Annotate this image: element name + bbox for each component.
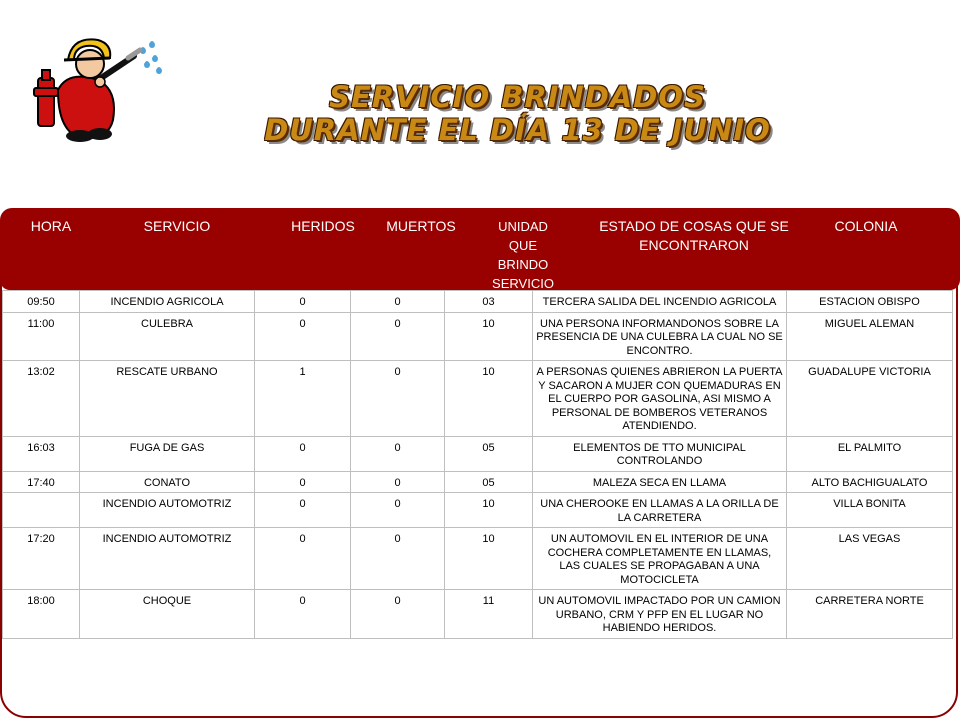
cell-servicio: RESCATE URBANO xyxy=(80,361,255,437)
cell-estado: UNA PERSONA INFORMANDONOS SOBRE LA PRESENCIA DE UNA CULEBRA LA CUAL NO SE ENCONTRO. xyxy=(533,312,787,361)
cell-hora: 17:40 xyxy=(3,471,80,493)
table-row xyxy=(3,493,953,528)
cell-heridos: 0 xyxy=(255,436,351,471)
cell-colonia: ALTO BACHIGUALATO xyxy=(787,471,953,493)
table-row xyxy=(3,528,953,590)
cell-hora: 13:02 xyxy=(3,361,80,437)
cell-unidad: 05 xyxy=(445,471,533,493)
cell-estado: ELEMENTOS DE TTO MUNICIPAL CONTROLANDO xyxy=(533,436,787,471)
cell-estado: TERCERA SALIDA DEL INCENDIO AGRICOLA xyxy=(533,291,787,313)
cell-heridos: 0 xyxy=(255,590,351,639)
cell-heridos: 0 xyxy=(255,528,351,590)
header-servicio: SERVICIO xyxy=(143,218,211,234)
cell-heridos: 1 xyxy=(255,361,351,437)
cell-muertos: 0 xyxy=(351,528,445,590)
table-row xyxy=(3,436,953,471)
cell-colonia: MIGUEL ALEMAN xyxy=(787,312,953,361)
cell-servicio: CONATO xyxy=(80,471,255,493)
cell-servicio: CULEBRA xyxy=(80,312,255,361)
cell-muertos: 0 xyxy=(351,471,445,493)
cell-muertos: 0 xyxy=(351,291,445,313)
header-unidad-line-3: BRINDO xyxy=(497,257,549,272)
cell-hora xyxy=(3,493,80,528)
cell-estado: UN AUTOMOVIL IMPACTADO POR UN CAMION URBANO, CRM Y PFP EN EL LUGAR NO HABIENDO HERIDOS. xyxy=(533,590,787,639)
cell-estado: UN AUTOMOVIL EN EL INTERIOR DE UNA COCHERA COMPLETAMENTE EN LLAMAS, LAS CUALES SE PROPAGABAN A UNA MOTOCICLETA xyxy=(533,528,787,590)
cell-servicio: INCENDIO AUTOMOTRIZ xyxy=(80,493,255,528)
cell-heridos: 0 xyxy=(255,312,351,361)
cell-colonia: CARRETERA NORTE xyxy=(787,590,953,639)
table-row xyxy=(3,590,953,639)
cell-estado: A PERSONAS QUIENES ABRIERON LA PUERTA Y SACARON A MUJER CON QUEMADURAS EN EL CUERPO POR GASOLINA, ASI MISMO A PERSONAL DE BOMBEROS VETERANOS ATENDIENDO. xyxy=(533,361,787,437)
cell-servicio: INCENDIO AUTOMOTRIZ xyxy=(80,528,255,590)
header-estado-line-2: ENCONTRARON xyxy=(639,237,749,253)
header-unidad-line-1: UNIDAD xyxy=(498,219,548,234)
cell-colonia: GUADALUPE VICTORIA xyxy=(787,361,953,437)
services-table xyxy=(2,290,953,639)
cell-hora: 18:00 xyxy=(3,590,80,639)
header-estado xyxy=(578,217,810,255)
cell-hora: 17:20 xyxy=(3,528,80,590)
cell-muertos: 0 xyxy=(351,361,445,437)
table-header xyxy=(0,208,960,290)
cell-muertos: 0 xyxy=(351,436,445,471)
header-unidad-line-2: QUE xyxy=(508,238,538,253)
cell-servicio: FUGA DE GAS xyxy=(80,436,255,471)
table-row xyxy=(3,361,953,437)
cell-muertos: 0 xyxy=(351,590,445,639)
header-unidad xyxy=(478,217,568,293)
header-estado-line-1: ESTADO DE COSAS QUE SE xyxy=(599,218,789,234)
header-unidad-line-4: SERVICIO xyxy=(492,276,554,291)
cell-unidad: 11 xyxy=(445,590,533,639)
cell-unidad: 10 xyxy=(445,528,533,590)
cell-muertos: 0 xyxy=(351,493,445,528)
cell-estado: MALEZA SECA EN LLAMA xyxy=(533,471,787,493)
page-title-line-1: SERVICIO BRINDADOS xyxy=(329,80,706,114)
table-row xyxy=(3,471,953,493)
page-title-line-2: DURANTE EL DÍA 13 DE JUNIO xyxy=(264,113,771,147)
cell-unidad: 03 xyxy=(445,291,533,313)
cell-unidad: 10 xyxy=(445,361,533,437)
cell-hora: 09:50 xyxy=(3,291,80,313)
cell-unidad: 10 xyxy=(445,312,533,361)
cell-colonia: VILLA BONITA xyxy=(787,493,953,528)
cell-colonia: EL PALMITO xyxy=(787,436,953,471)
table-row xyxy=(3,291,953,313)
cell-hora: 11:00 xyxy=(3,312,80,361)
cell-heridos: 0 xyxy=(255,471,351,493)
cell-heridos: 0 xyxy=(255,291,351,313)
cell-colonia: LAS VEGAS xyxy=(787,528,953,590)
header-heridos: HERIDOS xyxy=(291,218,355,234)
cell-hora: 16:03 xyxy=(3,436,80,471)
cell-estado: UNA CHEROOKE EN LLAMAS A LA ORILLA DE LA CARRETERA xyxy=(533,493,787,528)
cell-servicio: CHOQUE xyxy=(80,590,255,639)
cell-colonia: ESTACION OBISPO xyxy=(787,291,953,313)
cell-muertos: 0 xyxy=(351,312,445,361)
header-colonia: COLONIA xyxy=(834,218,898,234)
cell-heridos: 0 xyxy=(255,493,351,528)
header-hora: HORA xyxy=(30,218,72,234)
table-row xyxy=(3,312,953,361)
cell-unidad: 05 xyxy=(445,436,533,471)
cell-servicio: INCENDIO AGRICOLA xyxy=(80,291,255,313)
header-muertos: MUERTOS xyxy=(386,218,456,234)
cell-unidad: 10 xyxy=(445,493,533,528)
